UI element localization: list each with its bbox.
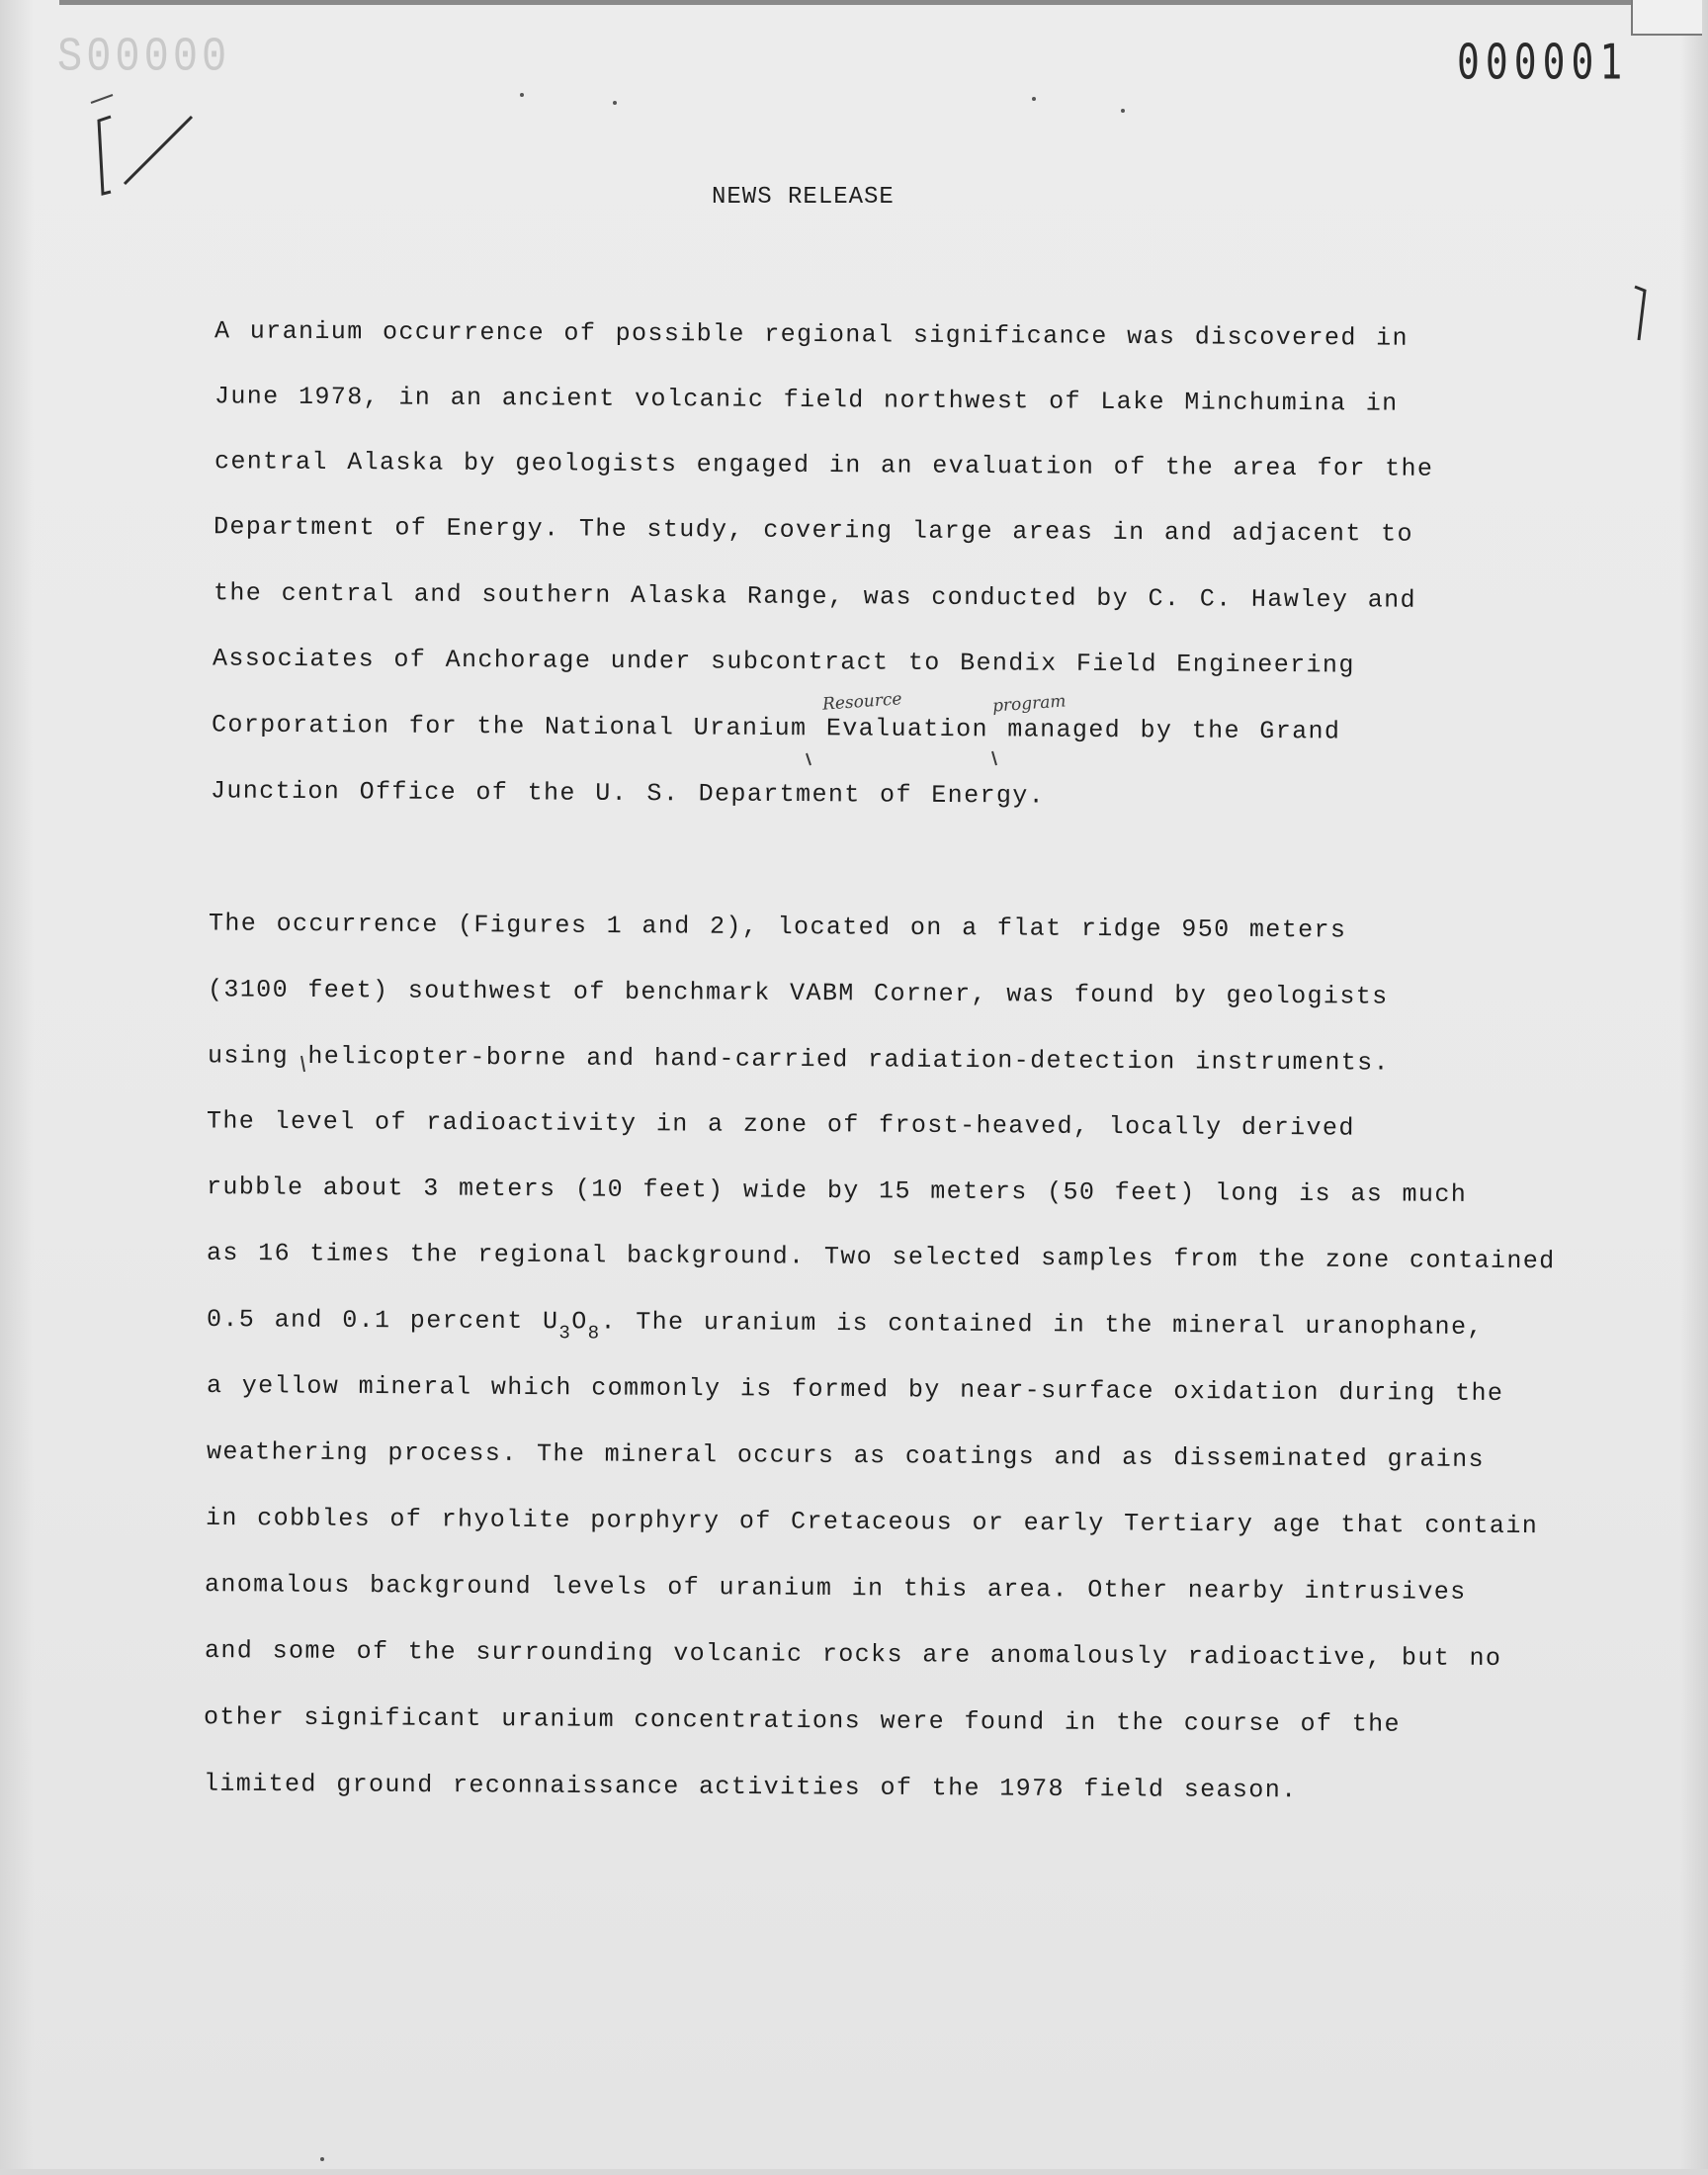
paragraph-line: June 1978, in an ancient volcanic field northwest of Lake Minchumina in bbox=[214, 382, 1399, 418]
speck bbox=[613, 101, 617, 105]
left-bracket-mark bbox=[99, 117, 111, 194]
paragraph-line: (3100 feet) southwest of benchmark VABM Corner, was found by geologists bbox=[207, 975, 1389, 1011]
paragraph-line: Junction Office of the U. S. Department of Energy. bbox=[210, 776, 1046, 811]
speck bbox=[320, 2157, 324, 2161]
handwritten-insert: Resource bbox=[821, 689, 903, 715]
paragraph-line: as 16 times the regional background. Two selected samples from the zone contained bbox=[206, 1238, 1556, 1276]
formula-text-after: . The uranium is contained in the mineral uranophane, bbox=[600, 1307, 1484, 1342]
speck bbox=[520, 93, 524, 97]
page-title: NEWS RELEASE bbox=[712, 184, 895, 211]
paragraph-line: A uranium occurrence of possible regional significance was discovered in bbox=[214, 316, 1409, 353]
formula-subscript: 3 bbox=[558, 1322, 572, 1345]
speck bbox=[1121, 109, 1125, 113]
caret-mark bbox=[807, 753, 811, 765]
paragraph-line: other significant uranium concentrations were found in the course of the bbox=[203, 1702, 1402, 1739]
right-bracket-mark bbox=[1635, 287, 1645, 340]
paragraph-line: in cobbles of rhyolite porphyry of Cretaceous or early Tertiary age that contain bbox=[205, 1503, 1539, 1541]
paragraph-line: weathering process. The mineral occurs as coatings and as disseminated grains bbox=[206, 1437, 1486, 1474]
paragraph-line: limited ground reconnaissance activities of the 1978 field season. bbox=[203, 1769, 1298, 1805]
paragraph-line: Corporation for the National Uranium Evaluation managed by the Grand bbox=[211, 710, 1341, 746]
paragraph-line: and some of the surrounding volcanic rocks are anomalously radioactive, but no bbox=[204, 1635, 1502, 1674]
caret-mark bbox=[992, 751, 996, 765]
handwritten-insert: program bbox=[991, 691, 1068, 717]
paragraph-line: the central and southern Alaska Range, was conducted by C. C. Hawley and bbox=[213, 578, 1417, 615]
paragraph-line: The occurrence (Figures 1 and 2), located on a flat ridge 950 meters bbox=[208, 909, 1347, 945]
speck bbox=[1032, 97, 1036, 101]
bleed-through-number: S00000 bbox=[57, 30, 231, 85]
paragraph-line: rubble about 3 meters (10 feet) wide by 15 meters (50 feet) long is as much bbox=[206, 1173, 1468, 1209]
document-number: 000001 bbox=[1457, 34, 1629, 91]
hand-tick-mark bbox=[91, 95, 113, 103]
formula-text-before: 0.5 and 0.1 percent U bbox=[206, 1305, 559, 1337]
paragraph-line: The level of radioactivity in a zone of frost-heaved, locally derived bbox=[206, 1106, 1355, 1143]
formula-element: O bbox=[571, 1307, 588, 1337]
paragraph-line: Associates of Anchorage under subcontract to Bendix Field Engineering bbox=[212, 644, 1355, 680]
formula-subscript: 8 bbox=[587, 1322, 601, 1345]
paragraph-line: Department of Energy. The study, covering large areas in and adjacent to bbox=[213, 512, 1414, 549]
slash-mark bbox=[125, 117, 192, 184]
paragraph-line: anomalous background levels of uranium in this area. Other nearby intrusives bbox=[204, 1570, 1467, 1607]
paragraph-line: using helicopter-borne and hand-carried radiation-detection instruments. bbox=[207, 1041, 1391, 1078]
paragraph-line: central Alaska by geologists engaged in an evaluation of the area for the bbox=[214, 447, 1434, 483]
paragraph-line: a yellow mineral which commonly is formed by near-surface oxidation during the bbox=[206, 1370, 1504, 1409]
